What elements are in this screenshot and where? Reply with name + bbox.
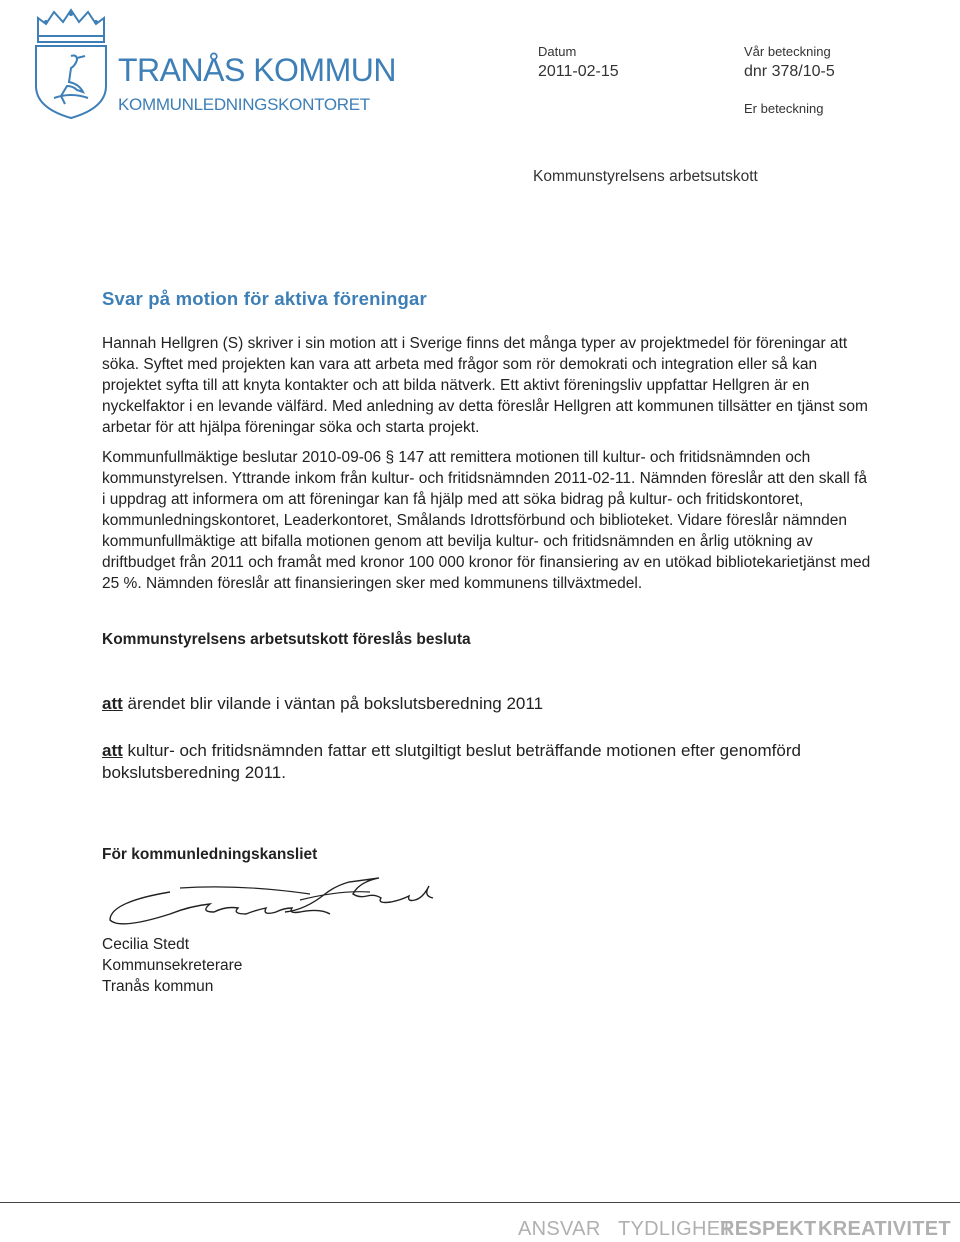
recipient: Kommunstyrelsens arbetsutskott [533,168,758,185]
date-label: Datum [538,44,577,59]
signer-role: Kommunsekreterare [102,957,243,974]
decision-text: kultur- och fritidsnämnden fattar ett slutgiltigt beslut beträffande motionen efter genomförd bokslutsberedning 2011. [102,741,801,782]
att-keyword: att [102,694,123,713]
signoff-heading: För kommunledningskansliet [102,846,318,863]
proposal-heading: Kommunstyrelsens arbetsutskott föreslås besluta [102,631,471,648]
your-reference-label: Er beteckning [744,101,824,116]
handwritten-signature [60,870,480,940]
our-reference-value: dnr 378/10-5 [744,63,835,80]
motto-word: TYDLIGHET [618,1218,733,1240]
motto-word: RESPEKT [720,1218,817,1240]
body-paragraph-2: Kommunfullmäktige beslutar 2010-09-06 § 147 att remittera motionen till kultur- och fritidsnämnden och kommunstyrelsen. Yttrande inkom från kultur- och fritidsnämnden 2011-02-11. Nämnden föreslår att den skall få i uppdrag att informera om att föreningar kan få hjälp med att söka bidrag på kultur- och fritidskontoret, kommunledningskontoret, Leaderkontoret, Smålands Idrottsförbund och biblioteket. Vidare föreslår nämnden kommunfullmäktige att bifalla motionen genom att bevilja kultur- och fritidsnämnden en årlig utökning av driftbudget från 2011 och framåt med kronor 100 000 kronor för finansiering av en utökad bibliotekarietjänst med 25 %. Nämnden föreslår att finansieringen sker med kommunens tillväxtmedel. [102,449,871,592]
decision-item [102,740,862,784]
department-name: KOMMUNLEDNINGSKONTORET [118,95,370,114]
date-value: 2011-02-15 [538,63,619,80]
motto-word: ANSVAR [518,1218,601,1240]
decision-text: ärendet blir vilande i väntan på bokslutsberedning 2011 [122,694,544,713]
signer-name: Cecilia Stedt [102,936,190,953]
coat-of-arms-icon [30,8,112,120]
att-keyword: att [102,741,123,760]
motto-word: KREATIVITET [818,1218,951,1240]
organization-name: TRANÅS KOMMUN [118,52,396,88]
document-title: Svar på motion för aktiva föreningar [102,288,427,309]
signer-organization: Tranås kommun [102,978,214,995]
our-reference-label: Vår beteckning [744,44,831,59]
decision-item [102,693,862,715]
footer-divider [0,1202,960,1203]
body-paragraph-1: Hannah Hellgren (S) skriver i sin motion att i Sverige finns det många typer av projektmedel för föreningar att söka. Syftet med projekten kan vara att arbeta med frågor som rör demokrati och integration eller så kan projektet syfta till att knyta kontakter och att bilda nätverk. Ett aktivt föreningsliv uppfattar Hellgren är en nyckelfaktor i en levande välfärd. Med anledning av detta föreslår Hellgren att kommunen tillsätter en tjänst som arbetar för att hjälpa föreningar söka och starta projekt. [102,335,868,436]
